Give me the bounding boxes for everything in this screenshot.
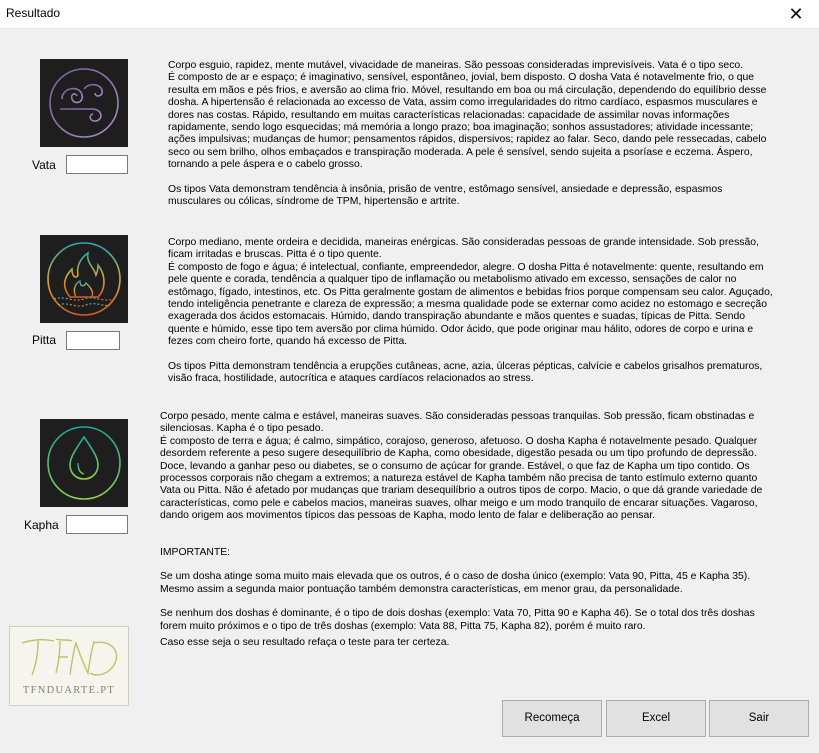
- restart-button[interactable]: Recomeça: [502, 700, 602, 737]
- kapha-paragraph: É composto de terra e água; é calmo, simpático, corajoso, generoso, afetuoso. O dosha Kapha é notavelmente pesado. Qualquer desordem referente a peso sugere desequilíbrio de Kapha, como obesidade, digestão pesada ou um tipo profundo de depressão. Doce, levando a ganhar peso ou diabetes, se o consumo de açúcar for grande. Estável, o que faz de Kapha um tipo contido. Os processos corporais não chegam a extremos; a natureza estável de Kapha também não precisa de tanto estímulo externo quanto Vata ou Pitta. Não é afetado por mudanças que trariam desequilíbrio a outros tipos de corpo. Macio, o que dá grande variedade de características, como pele e cabelos macios, maneiras suaves, olhar meigo e um modo tranquilo de encarar situações. Vagaroso, dando origem aos movimentos típicos das pessoas de Kapha, modo lento de falar e deliberação ao pensar.: [160, 435, 763, 522]
- pitta-paragraph: É composto de fogo e água; é intelectual, confiante, empreendedor, alegre. O dosha Pitta é notavelmente: quente, resultando em pele quente e corada, tendência a qualquer tipo de inflamação ou metabolismo ativado em excesso, sensações de calor no estômago, fígado, intestinos, etc. Os Pitta geralmente gostam de alimentos e bebidas frios porque compensam seu calor. Aguçado, tendo inteligência penetrante e clareza de expressão; a mesma qualidade pode se externar como acidez no estomago e secreção exagerada dos ácidos estomacais. Húmido, dando transpiração abundante e mãos quentes e suadas, típicas de Pitta. Sendo quente e húmido, esse tipo tem aversão por clima húmido. Odor ácido, que pode originar mau hálito, odores de corpo e urina e fezes com cheiro forte, quando há excesso de Pitta.: [168, 261, 773, 348]
- pitta-description: [168, 237, 778, 385]
- vata-description: [168, 60, 778, 208]
- pitta-score-field[interactable]: [66, 331, 120, 350]
- vata-score-field[interactable]: [66, 155, 128, 174]
- title-bar: [0, 0, 819, 28]
- excel-button[interactable]: Excel: [606, 700, 706, 737]
- logo-signature: [10, 629, 128, 689]
- notes-paragraph: Se um dosha atinge soma muito mais elevada que os outros, é o caso de dosha único (exemplo: Vata 90, Pitta, 45 e Kapha 35). Mesmo assim a segunda maior pontuação também demonstra características, em menor grau, da personalidade.: [160, 571, 751, 595]
- pitta-paragraph: Corpo mediano, mente ordeira e decidida, maneiras enérgicas. São consideradas pessoas de grande intensidade. Sob pressão, ficam irritadas e bruscas. Pitta é o tipo quente.: [168, 237, 759, 261]
- kapha-score-field[interactable]: [66, 515, 128, 534]
- fire-flame-icon: [40, 235, 128, 323]
- logo-text: TFNDUARTE.PT: [22, 685, 116, 696]
- logo: [9, 626, 129, 706]
- kapha-label: Kapha: [24, 518, 59, 532]
- notes-paragraph: Caso esse seja o seu resultado refaça o teste para ter certeza.: [160, 637, 450, 649]
- window-title: Resultado: [6, 6, 61, 20]
- notes-heading: IMPORTANTE:: [160, 547, 231, 558]
- water-drop-icon: [40, 419, 128, 507]
- exit-button[interactable]: Sair: [709, 700, 809, 737]
- important-notes: [160, 547, 782, 649]
- air-swirl-icon: [40, 59, 128, 147]
- vata-paragraph: É composto de ar e espaço; é imaginativo, sensível, espontâneo, jovial, bem disposto. O dosha Vata é notavelmente frio, o que resulta em mãos e pés frios, e aversão ao clima frio. Móvel, resultando em boa ou má circulação, dependendo do equilíbrio desse dosha. A hipertensão é relacionada ao excesso de Vata, assim como irregularidades do ritmo cardíaco, espasmos musculares e dores nas costas. Rápido, resultando em muitas características relacionadas: capacidade de assimilar novas informações rapidamente, sendo logo esquecidas; má memória a longo prazo; boa imaginação; sonhos assustadores; atividade incessante; ações impulsivas; mudanças de humor; pensamentos rápidos, dispersivos; rapidez ao falar. Seco, dando pele ressecadas, cabelo seco ou sem brilho, olhos embaçados e transpiração moderada. A pele é sensível, sendo sujeita a psoríase e eczema. Áspero, tornando a pele áspera e o cabelo grosso.: [168, 72, 767, 171]
- notes-paragraph: Se nenhum dos doshas é dominante, é o tipo de dois doshas (exemplo: Vata 70, Pitta 90 e Kapha 46). Se o total dos três doshas forem muito próximos e o tipo de três doshas (exemplo: Vata 88, Pitta 75, Kapha 82), porém é muito raro.: [160, 608, 755, 632]
- vata-label: Vata: [32, 158, 56, 172]
- dialog-client: [0, 28, 819, 753]
- pitta-label: Pitta: [32, 333, 57, 347]
- close-icon[interactable]: ✕: [788, 4, 804, 24]
- kapha-description: [160, 411, 780, 523]
- kapha-paragraph: Corpo pesado, mente calma e estável, maneiras suaves. São consideradas pessoas tranquilas. Sob pressão, ficam obstinadas e silenciosas. Kapha é o tipo pesado.: [160, 411, 755, 435]
- pitta-paragraph: Os tipos Pitta demonstram tendência a erupções cutâneas, acne, azia, úlceras pépticas, calvície e cabelos grisalhos prematuros, visão fraca, hostilidade, autocrítica e ataques cardíacos relacionados ao stress.: [168, 360, 763, 385]
- vata-paragraph: Corpo esguio, rapidez, mente mutável, vivacidade de maneiras. São pessoas consideradas imprevisíveis. Vata é o tipo seco.: [168, 60, 744, 71]
- vata-paragraph: Os tipos Vata demonstram tendência à insônia, prisão de ventre, estômago sensível, ansiedade e depressão, espasmos musculares ou cólicas, síndrome de TPM, hipertensão e artrite.: [168, 183, 723, 208]
